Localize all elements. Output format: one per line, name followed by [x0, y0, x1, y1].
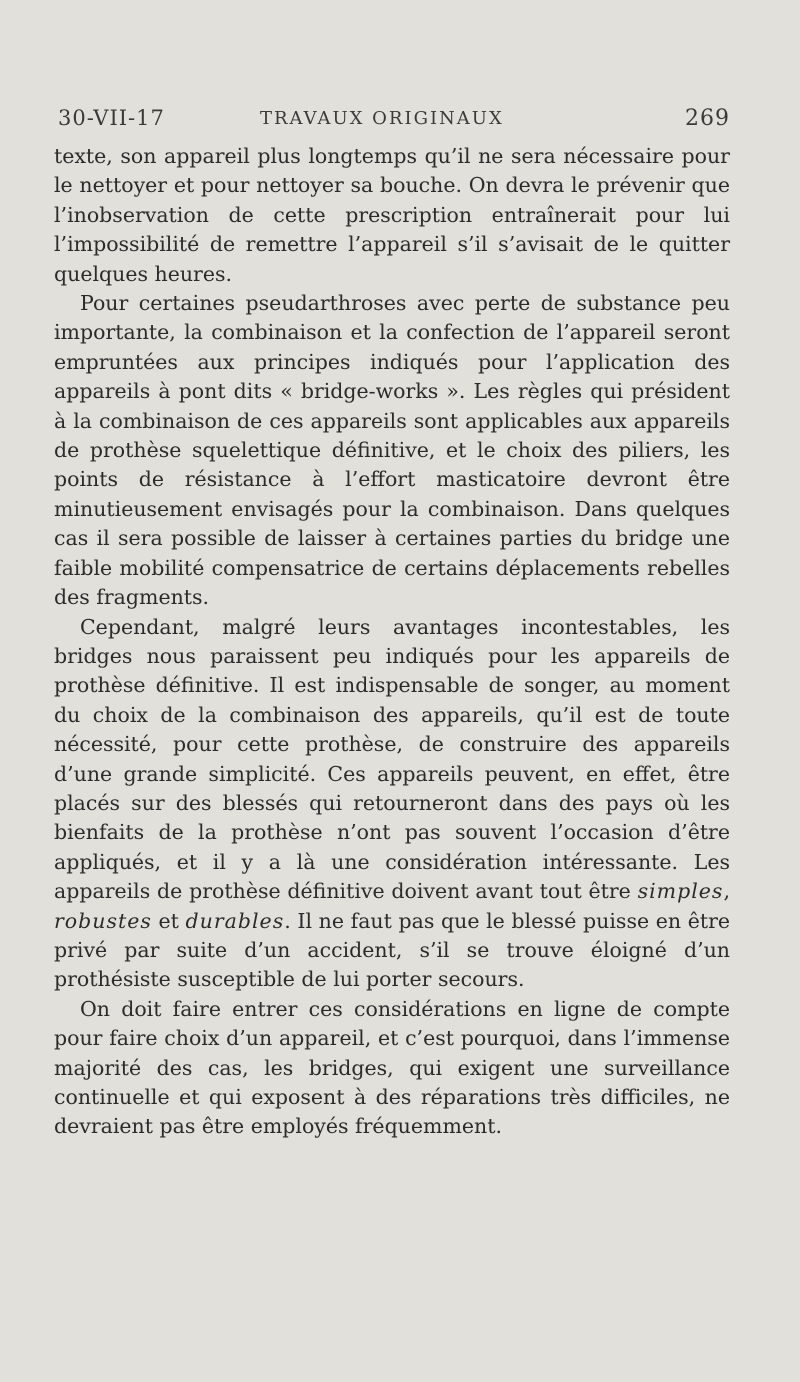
separator-2: et — [151, 908, 186, 933]
running-head — [58, 106, 730, 142]
emphasis-durables: durables — [185, 908, 285, 933]
running-head-section-title: TRAVAUX ORIGINAUX — [260, 108, 504, 129]
paragraph-bridges-text-1: Cependant, malgré leurs avantages incontestables, les bridges nous paraissent peu indiqués pour les appareils de prothèse définitive. Il est indispensable de songer, au moment du choix de la combinaison des appareils, qu’il est de toute nécessité, pour cette prothèse, de construire des appareils d’une grande simplicité. Ces appareils peuvent, en effet, être placés sur des blessés qui retourneront dans des pays où les bienfaits de la prothèse n’ont pas souvent l’occasion d’être appliqués, et il y a là une considération intéressante. Les appareils de prothèse définitive doivent avant tout être — [54, 614, 730, 904]
paragraph-continued: texte, son appareil plus longtemps qu’il ne sera nécessaire pour le nettoyer et pour nettoyer sa bouche. On devra le prévenir que l’inobservation de cette prescription entraînerait pour lui l’impossibilité de remettre l’appareil s’il s’avisait de le quitter quelques heures. — [54, 144, 730, 286]
emphasis-robustes: robustes — [54, 908, 152, 933]
page-number: 269 — [685, 106, 730, 131]
paragraph-conclusion: On doit faire entrer ces considérations en ligne de compte pour faire choix d’un appareil, et c’est pourquoi, dans l’immense majorité des cas, les bridges, qui exigent une surveillance continuelle et qui exposent à des réparations très difficiles, ne devraient pas être employés fréquemment. — [54, 996, 730, 1139]
emphasis-simples: simples — [637, 879, 724, 904]
paragraph-bridges-text-2: . Il ne faut pas que le blessé puisse en être privé par suite d’un accident, s’il se trouve éloigné d’un prothésiste susceptible de lui porter secours. — [54, 908, 730, 992]
body-text — [54, 142, 730, 1142]
paragraph-pseudarthroses: Pour certaines pseudarthroses avec perte de substance peu importante, la combinaison et la confection de l’appareil seront empruntées aux principes indiqués pour l’application des appareils à pont dits « bridge-works ». Les règles qui président à la combinaison de ces appareils sont applicables aux appareils de prothèse squelettique définitive, et le choix des piliers, les points de résistance à l’effort masticatoire devront être minutieusement envisagés pour la combinaison. Dans quelques cas il sera possible de laisser à certaines parties du bridge une faible mobilité compensatrice de certains déplacements rebelles des fragments. — [54, 291, 730, 610]
paragraph-bridges — [54, 613, 730, 995]
running-head-date: 30-VII-17 — [58, 106, 165, 130]
separator-1: , — [723, 879, 730, 904]
